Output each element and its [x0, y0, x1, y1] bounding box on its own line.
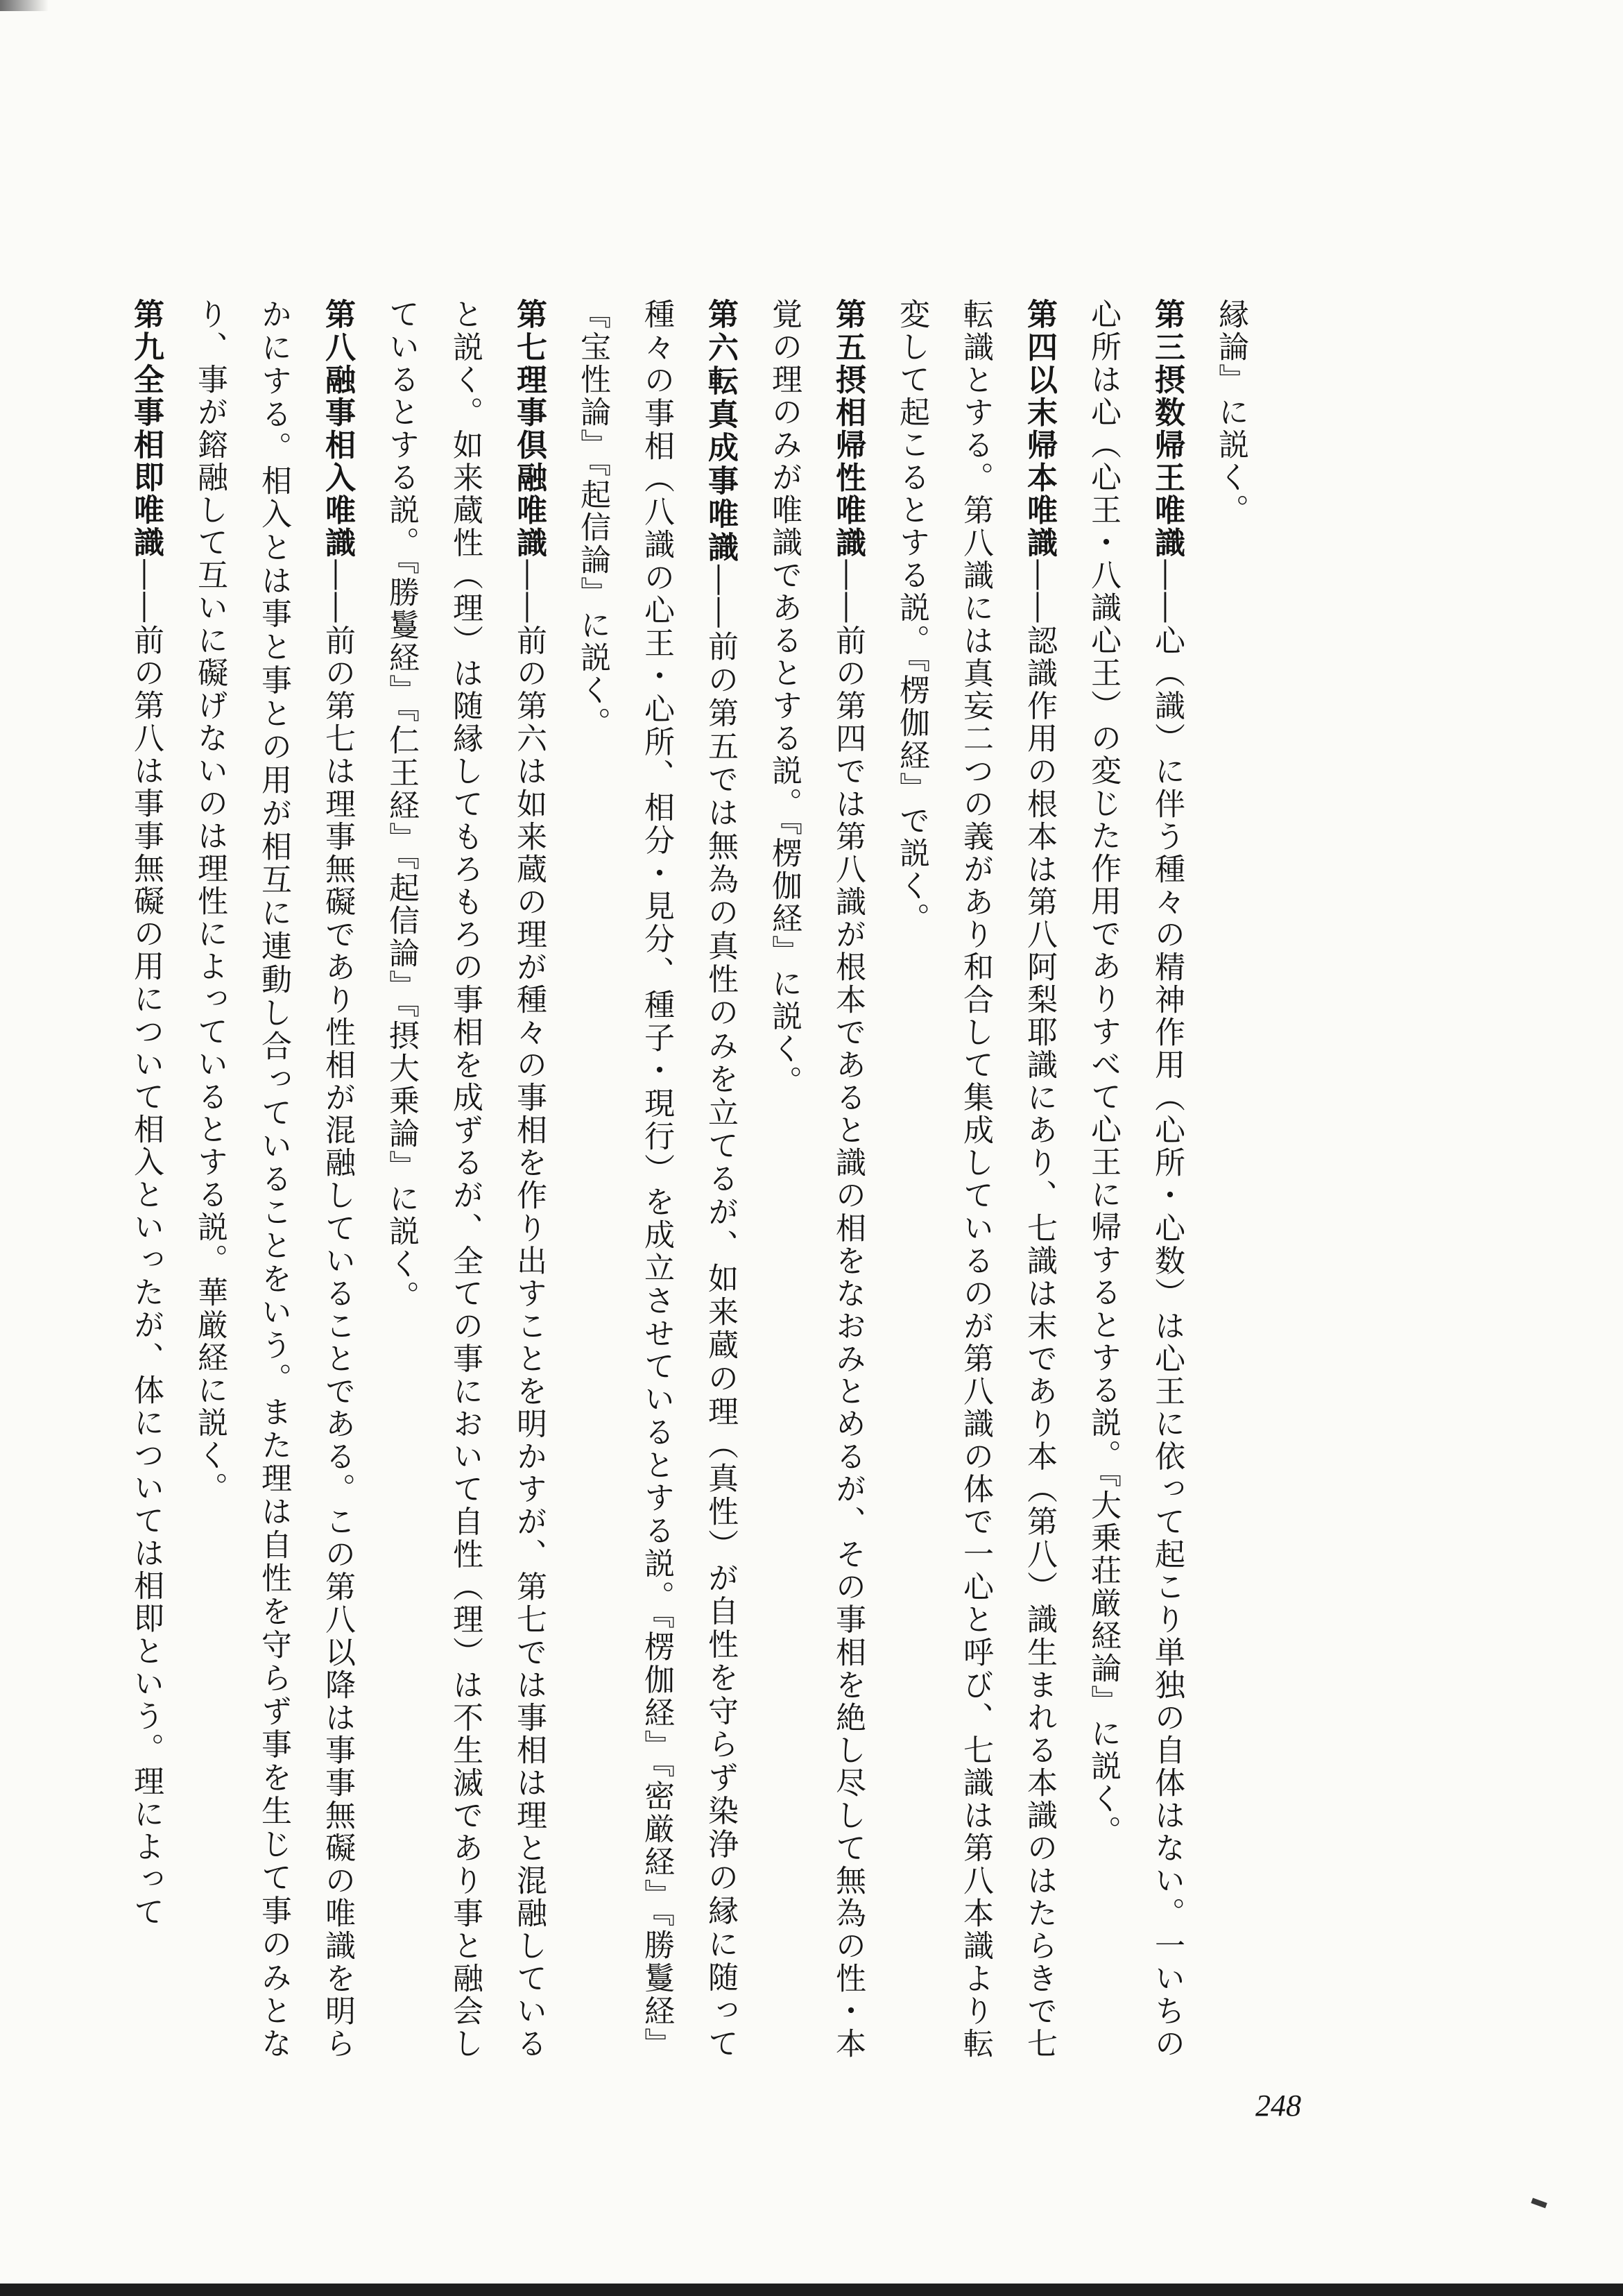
page-number: 248: [1255, 2089, 1301, 2123]
paragraph-text: ――心（識）に伴う種々の精神作用（心所・心数）は心王に依って起こり単独の自体はない。一いちの心所は心（心王・八識心王）の変じた作用でありすべて心王に帰するとする説。『大乗荘厳経論』に説く。: [1085, 298, 1185, 2061]
paragraph-text: ――前の第六は如来蔵の理が種々の事相を作り出すことを明かすが、第七では事相は理と混融していると説く。如来蔵性（理）は随縁してもろもろの事相を成ずるが、全ての事において自性（理）は不生滅であり事と融会しているとする説。『勝鬘経』『仁王経』『起信論』『摂大乗論』に説く。: [384, 298, 547, 2061]
paragraph-0: [1199, 298, 1262, 2060]
paragraph-2: [879, 298, 1071, 2060]
paragraph-heading: 第九全事相即唯識: [128, 298, 164, 559]
paragraph-text: ――前の第五では無為の真性のみを立てるが、如来蔵の理（真性）が自性を守らず染浄の縁に随って種々の事相（八識の心王・心所、相分・見分、種子・現行）を成立させているとする説。『楞伽経』『密厳経』『勝鬘経』『宝性論』『起信論』に説く。: [575, 298, 738, 2061]
scan-bottom-edge: [0, 2284, 1623, 2296]
paragraph-text: ――前の第四では第八識が根本であると識の相をなおみとめるが、その事相を絶し尽して無為の性・本覚の理のみが唯識であるとする説。『楞伽経』に説く。: [766, 298, 866, 2061]
paragraph-1: [1071, 298, 1199, 2060]
paragraph-text: ――認識作用の根本は第八阿梨耶識にあり、七識は末であり本（第八）識生まれる本識のはたらきで七転識とする。第八識には真妄二つの義があり和合して集成しているのが第八識の体で一心と呼び、七識は第八本識より転変して起こるとする説。『楞伽経』で説く。: [894, 298, 1057, 2061]
paragraph-heading: 第八融事相入唯識: [320, 298, 355, 560]
vertical-text-body: [128, 298, 1262, 2061]
paragraph-heading: 第七理事倶融唯識: [511, 298, 547, 560]
paragraph-heading: 第三摂数帰王唯識: [1149, 298, 1185, 560]
paragraph-heading: 第四以末帰本唯識: [1022, 298, 1057, 560]
paragraph-4: [560, 298, 752, 2060]
paragraph-text: 縁論』に説く。: [1213, 298, 1248, 526]
paragraph-heading: 第六転真成事唯識: [703, 298, 738, 565]
paragraph-text: ――前の第七は理事無礙であり性相が混融していることである。この第八以降は事事無礙の唯識を明らかにする。相入とは事と事との用が相互に連動し合っていることをいう。また理は自性を守らず事を生じて事のみとなり、事が鎔融して互いに礙げないのは理性によっているとする説。華厳経に説く。: [192, 298, 355, 2061]
paragraph-7: [114, 298, 178, 2060]
paragraph-text: ――前の第八は事事無礙の用について相入といったが、体については相即という。理によって: [128, 559, 164, 1928]
paragraph-6: [178, 298, 369, 2060]
scan-edge-mark: [0, 0, 49, 11]
scan-speck: [1531, 2198, 1547, 2208]
paragraph-3: [752, 298, 879, 2060]
paragraph-5: [369, 298, 560, 2060]
paragraph-heading: 第五摂相帰性唯識: [830, 298, 866, 560]
